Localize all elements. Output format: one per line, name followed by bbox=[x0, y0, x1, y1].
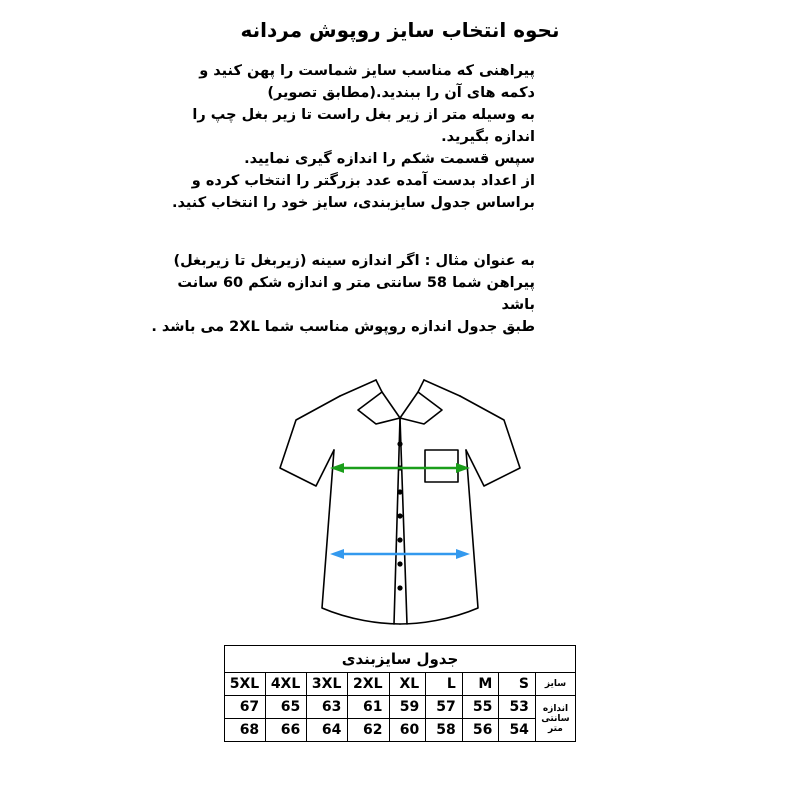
instruction-line: اندازه بگیرید. bbox=[441, 129, 535, 145]
instruction-line: سپس قسمت شکم را اندازه گیری نمایید. bbox=[244, 151, 535, 167]
cell-waist-2xl: 62 bbox=[348, 719, 389, 742]
cell-chest-5xl: 67 bbox=[225, 696, 266, 719]
instruction-line: براساس جدول سایزبندی، سایز خود را انتخاب کنید. bbox=[171, 195, 535, 211]
page-title: نحوه انتخاب سایز روپوش مردانه bbox=[240, 18, 560, 42]
table-row bbox=[225, 646, 576, 673]
cell-chest-2xl: 61 bbox=[348, 696, 389, 719]
shirt-diagram bbox=[270, 358, 530, 633]
col-header-2xl: 2XL bbox=[348, 673, 389, 696]
instructions-paragraph-2 bbox=[151, 250, 535, 338]
col-header-5xl: 5XL bbox=[225, 673, 266, 696]
cell-waist-s: 54 bbox=[499, 719, 536, 742]
cell-waist-m: 56 bbox=[462, 719, 499, 742]
example-line: پیراهن شما 58 سانتی متر و اندازه شکم 60 سانت bbox=[177, 275, 535, 291]
table-row bbox=[225, 696, 576, 719]
cell-waist-3xl: 64 bbox=[307, 719, 348, 742]
instruction-line: از اعداد بدست آمده عدد بزرگتر را انتخاب کرده و bbox=[191, 173, 535, 189]
waist-measure-arrow bbox=[330, 549, 470, 559]
cell-waist-4xl: 66 bbox=[266, 719, 307, 742]
cell-waist-5xl: 68 bbox=[225, 719, 266, 742]
row-header-measure-line2: سانتی متر bbox=[541, 713, 570, 734]
cell-chest-m: 55 bbox=[462, 696, 499, 719]
cell-waist-xl: 60 bbox=[389, 719, 426, 742]
cell-chest-s: 53 bbox=[499, 696, 536, 719]
example-line: به عنوان مثال : اگر اندازه سینه (زیربغل تا زیربغل) bbox=[173, 253, 535, 269]
cell-chest-xl: 59 bbox=[389, 696, 426, 719]
table-row bbox=[225, 719, 576, 742]
col-header-3xl: 3XL bbox=[307, 673, 348, 696]
col-header-4xl: 4XL bbox=[266, 673, 307, 696]
cell-chest-3xl: 63 bbox=[307, 696, 348, 719]
cell-chest-l: 57 bbox=[426, 696, 463, 719]
col-header-s: S bbox=[499, 673, 536, 696]
instruction-line: به وسیله متر از زیر بغل راست تا زیر بغل چپ را bbox=[192, 107, 535, 123]
example-line: باشد bbox=[501, 297, 535, 313]
row-header-size: سایز bbox=[535, 673, 575, 696]
example-line: طبق جدول اندازه روپوش مناسب شما 2XL می باشد . bbox=[151, 319, 535, 335]
table-row bbox=[225, 673, 576, 696]
size-chart-table bbox=[224, 645, 576, 742]
chest-measure-arrow bbox=[330, 463, 470, 473]
size-table-title: جدول سایزبندی bbox=[225, 646, 576, 673]
instructions-paragraph-1 bbox=[171, 60, 535, 214]
cell-waist-l: 58 bbox=[426, 719, 463, 742]
row-header-measure bbox=[535, 696, 575, 742]
col-header-m: M bbox=[462, 673, 499, 696]
col-header-l: L bbox=[426, 673, 463, 696]
cell-chest-4xl: 65 bbox=[266, 696, 307, 719]
row-header-measure-line1: اندازه bbox=[542, 703, 569, 714]
col-header-xl: XL bbox=[389, 673, 426, 696]
instruction-line: دکمه های آن را ببندید.(مطابق تصویر) bbox=[267, 85, 535, 101]
instruction-line: پیراهنی که مناسب سایز شماست را پهن کنید و bbox=[199, 63, 535, 79]
